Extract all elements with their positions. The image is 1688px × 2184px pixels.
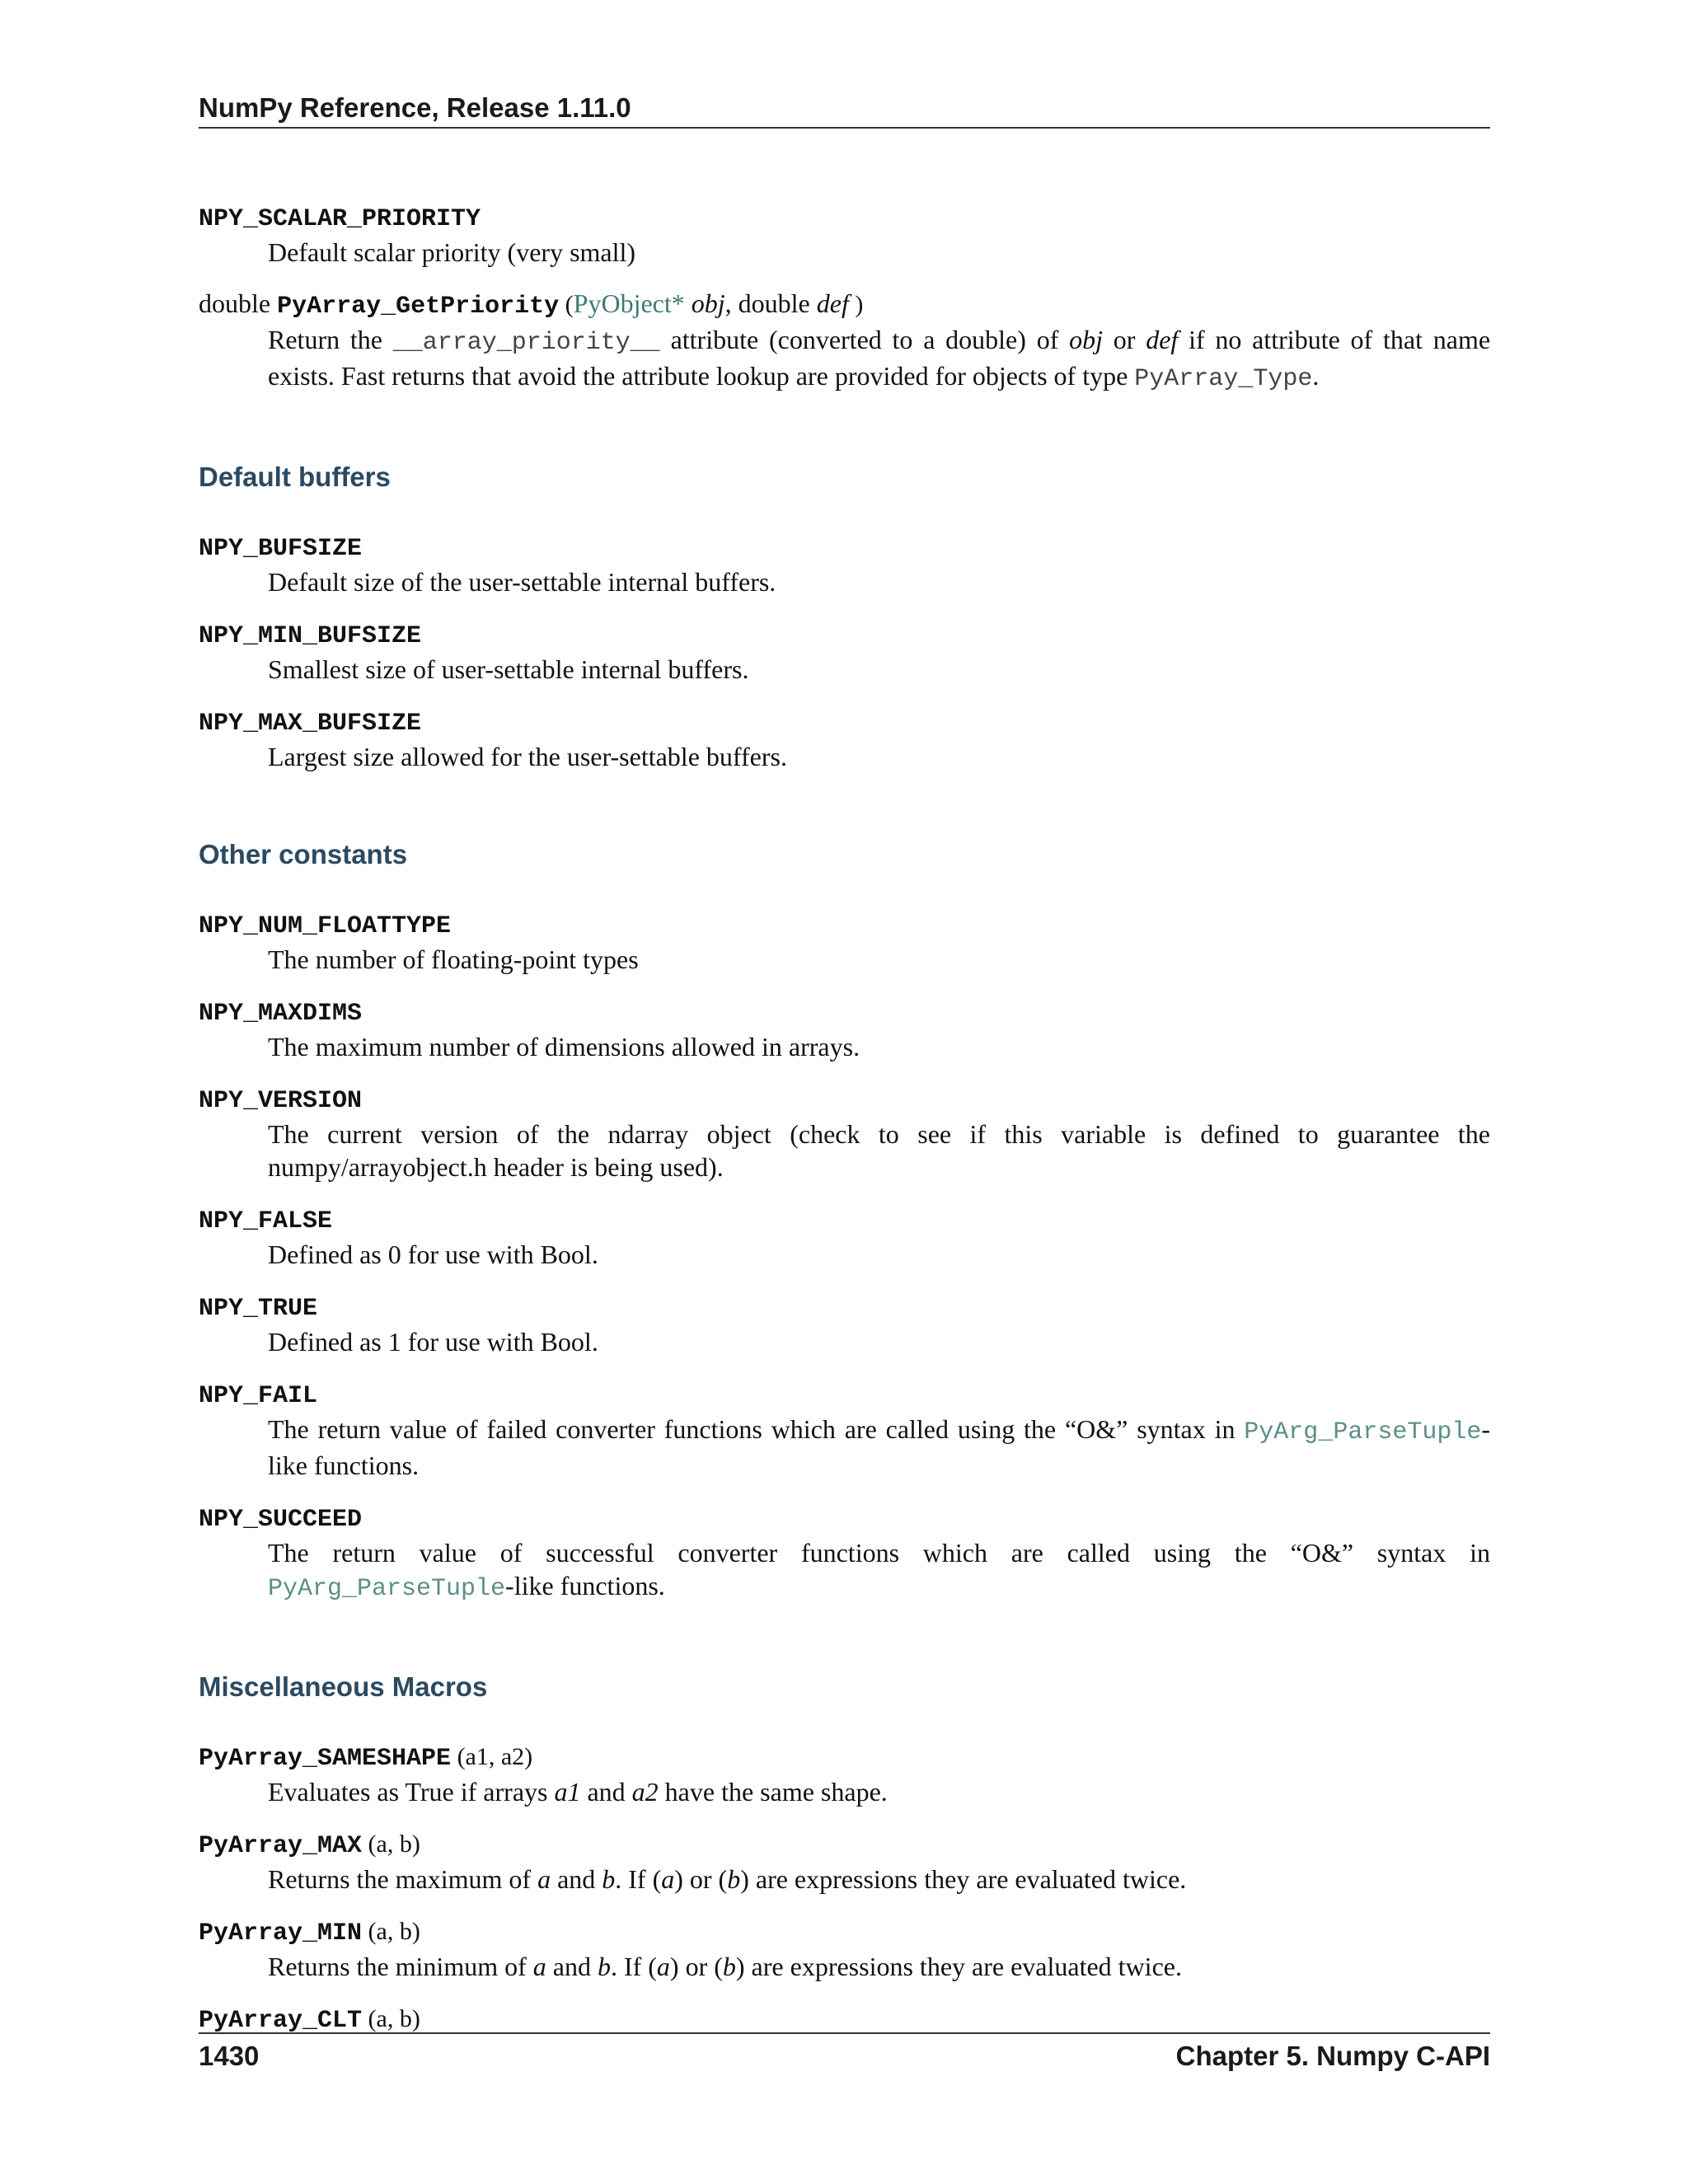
constant-name: NPY_MAXDIMS [199,1000,363,1028]
constant-name: NPY_FAIL [199,1382,318,1410]
macro-args: (a, b) [362,1830,420,1858]
entry-npy-true [199,1289,1490,1358]
constant-name: NPY_MIN_BUFSIZE [199,622,422,650]
macro-name: PyArray_SAMESHAPE [199,1745,452,1773]
page-header [199,92,1490,129]
constant-name: NPY_MAX_BUFSIZE [199,710,422,738]
macro-name: PyArray_MIN [199,1919,363,1947]
constant-description: Smallest size of user-settable internal buffers. [268,654,749,684]
macro-args: (a1, a2) [451,1743,533,1770]
entry-npy-num-floattype [199,907,1490,976]
constant-description: Defined as 0 for use with Bool. [268,1240,598,1269]
entry-npy-maxdims [199,994,1490,1063]
constant-description: The maximum number of dimensions allowed in arrays. [268,1032,860,1062]
section-title-other-constants: Other constants [199,839,408,869]
entry-npy-bufsize [199,529,1490,598]
pyarg-parsetuple-link[interactable]: PyArg_ParseTuple [1244,1418,1482,1446]
macro-description: Returns the minimum of a and b. If (a) or (b) are expressions they are evaluated twice. [268,1952,1182,1981]
page-number: 1430 [199,2041,260,2071]
entry-npy-max-bufsize [199,704,1490,773]
entry-pyarray-getpriority [199,287,1490,396]
function-description: Return the __array_priority__ attribute (converted to a double) of obj or def if no attribute of that name exists. Fast returns that avoid the attribute lookup are provided for objects of type PyArray_Type. [268,325,1491,393]
macro-description: Evaluates as True if arrays a1 and a2 have the same shape. [268,1777,888,1807]
function-name: PyArray_GetPriority [277,293,560,321]
constant-name: NPY_SUCCEED [199,1506,363,1534]
constant-description: The return value of failed converter functions which are called using the “O&” syntax in PyArg_ParseTuple-like functions. [268,1414,1490,1480]
entry-pyarray-min [199,1914,1490,1983]
entry-npy-false [199,1202,1490,1271]
constant-description: Defined as 1 for use with Bool. [268,1327,598,1357]
arg-name: def [816,288,849,318]
entry-pyarray-sameshape [199,1739,1490,1808]
entry-npy-succeed [199,1500,1490,1605]
arg-name: obj [691,288,725,318]
macro-name: PyArray_CLT [199,2007,363,2035]
entry-pyarray-max [199,1826,1490,1896]
header-title: NumPy Reference, Release 1.11.0 [199,92,631,123]
chapter-title: Chapter 5. Numpy C-API [1175,2041,1490,2071]
constant-name: NPY_NUM_FLOATTYPE [199,912,452,940]
function-signature [199,287,1490,323]
constant-description: Largest size allowed for the user-settable buffers. [268,742,787,771]
macro-args: (a, b) [362,1918,420,1945]
constant-name: NPY_VERSION [199,1087,363,1115]
constant-description: The return value of successful converter functions which are called using the “O&” syntax in PyArg_ParseTuple-like functions. [268,1538,1490,1603]
constant-name: NPY_FALSE [199,1207,333,1235]
return-type: double [199,288,278,318]
macro-description: Returns the maximum of a and b. If (a) or (b) are expressions they are evaluated twice. [268,1864,1187,1894]
arg-separator: , double [724,288,817,318]
constant-description: Default scalar priority (very small) [268,237,636,267]
macro-args: (a, b) [362,2005,420,2032]
entry-npy-version [199,1081,1490,1183]
entry-npy-scalar-priority [199,199,1490,269]
page-content [199,199,1490,2055]
section-title-default-buffers: Default buffers [199,462,391,492]
constant-description: The current version of the ndarray object (check to see if this variable is defined to guarantee the numpy/arrayobject.h header is being used). [268,1119,1490,1182]
pyarg-parsetuple-link[interactable]: PyArg_ParseTuple [268,1575,506,1603]
paren-open: ( [559,291,574,318]
paren-close: ) [848,291,864,318]
constant-name: NPY_BUFSIZE [199,535,363,563]
constant-name: NPY_SCALAR_PRIORITY [199,205,481,233]
page-footer [199,2032,1490,2072]
constant-name: NPY_TRUE [199,1295,318,1323]
entry-npy-min-bufsize [199,616,1490,686]
macro-name: PyArray_MAX [199,1832,363,1860]
section-title-misc-macros: Miscellaneous Macros [199,1671,488,1702]
pyobject-link[interactable]: PyObject* [573,288,685,318]
constant-description: The number of floating-point types [268,944,639,974]
constant-description: Default size of the user-settable internal buffers. [268,567,776,597]
entry-npy-fail [199,1376,1490,1482]
